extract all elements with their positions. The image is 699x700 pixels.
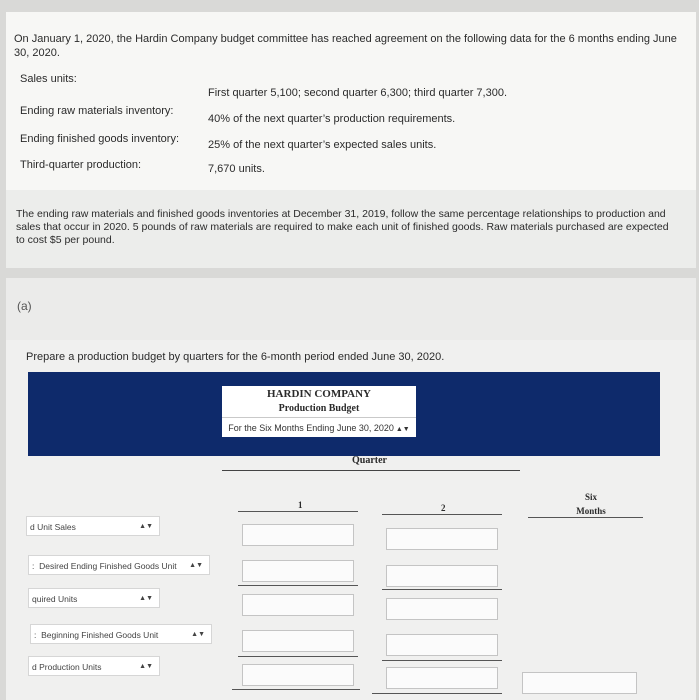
period-select[interactable] (222, 417, 416, 438)
column-header-1: 1 (298, 500, 303, 510)
row-select-beginning-finished[interactable] (30, 624, 212, 644)
unit-sales-q1-input[interactable] (242, 524, 354, 546)
col3-line2: Months (576, 506, 606, 516)
production-units-six-months-input[interactable] (522, 672, 637, 694)
third-quarter-production-label: Third-quarter production: (20, 159, 142, 171)
row-select-required-units[interactable] (28, 588, 160, 608)
intro-text: On January 1, 2020, the Hardin Company budget committee has reached agreement on the following data for the 6 months ending June 30, 2020. (14, 33, 677, 59)
row2-underline-1 (238, 585, 358, 586)
row-label: Beginning Finished Goods Unit (41, 630, 159, 640)
row4-underline-2 (382, 660, 502, 661)
sales-units-value: First quarter 5,100; second quarter 6,300; third quarter 7,300. (208, 87, 508, 99)
company-name: HARDIN COMPANY (267, 388, 371, 400)
part-label: (a) (17, 299, 32, 313)
col3-line1: Six (584, 492, 597, 502)
col3-underline (528, 517, 643, 518)
desired-ending-q2-input[interactable] (386, 565, 498, 587)
up-down-chevron-icon: ▲▼ (139, 663, 153, 670)
unit-sales-q2-input[interactable] (386, 528, 498, 550)
row-prefix: : (34, 630, 37, 640)
row5-underline-2 (372, 693, 502, 694)
required-units-q1-input[interactable] (242, 594, 354, 616)
row-label: d Production Units (32, 662, 102, 672)
required-units-q2-input[interactable] (386, 598, 498, 620)
up-down-chevron-icon: ▲▼ (395, 426, 410, 433)
production-units-q1-input[interactable] (242, 664, 354, 686)
production-units-q2-input[interactable] (386, 667, 498, 689)
up-down-chevron-icon: ▲▼ (191, 631, 205, 638)
quarter-underline (222, 470, 520, 471)
part-a-panel (6, 278, 696, 340)
desired-ending-q1-input[interactable] (242, 560, 354, 582)
budget-title-box (222, 386, 416, 437)
row4-underline-1 (238, 656, 358, 657)
beginning-finished-q2-input[interactable] (386, 634, 498, 656)
up-down-chevron-icon: ▲▼ (139, 595, 153, 602)
instruction-text: Prepare a production budget by quarters for the 6-month period ended June 30, 2020. (26, 351, 445, 363)
col1-underline (238, 511, 358, 512)
row5-underline-1 (232, 689, 360, 690)
ending-finished-goods-label: Ending finished goods inventory: (20, 133, 179, 145)
row2-underline-2 (382, 589, 502, 590)
quarter-header: Quarter (352, 455, 387, 466)
ending-raw-materials-value: 40% of the next quarter’s production requirements. (208, 113, 456, 125)
budget-title: Production Budget (278, 403, 360, 414)
row-prefix: : (32, 561, 35, 571)
period-select-value: For the Six Months Ending June 30, 2020 (228, 423, 394, 433)
column-header-six-months (566, 490, 616, 518)
row-select-desired-ending[interactable] (28, 555, 210, 575)
sales-units-label: Sales units: (20, 73, 77, 85)
col2-underline (382, 514, 502, 515)
up-down-chevron-icon: ▲▼ (139, 523, 153, 530)
row-select-unit-sales[interactable] (26, 516, 160, 536)
row-select-production-units[interactable] (28, 656, 160, 676)
assumptions-text: The ending raw materials and finished goods inventories at December 31, 2019, follow the same percentage relationships to production and sales that occur in 2020. 5 pounds of raw materials are required to make each unit of finished goods. Raw materials purchased are expected to cost $5 per pound. (16, 208, 669, 246)
row-label: quired Units (32, 594, 78, 604)
up-down-chevron-icon: ▲▼ (189, 562, 203, 569)
row-label: Desired Ending Finished Goods Unit (39, 561, 177, 571)
column-header-2: 2 (441, 503, 446, 513)
beginning-finished-q1-input[interactable] (242, 630, 354, 652)
ending-raw-materials-label: Ending raw materials inventory: (20, 105, 174, 117)
row-label: d Unit Sales (30, 522, 76, 532)
third-quarter-production-value: 7,670 units. (208, 163, 265, 175)
ending-finished-goods-value: 25% of the next quarter’s expected sales units. (208, 139, 437, 151)
